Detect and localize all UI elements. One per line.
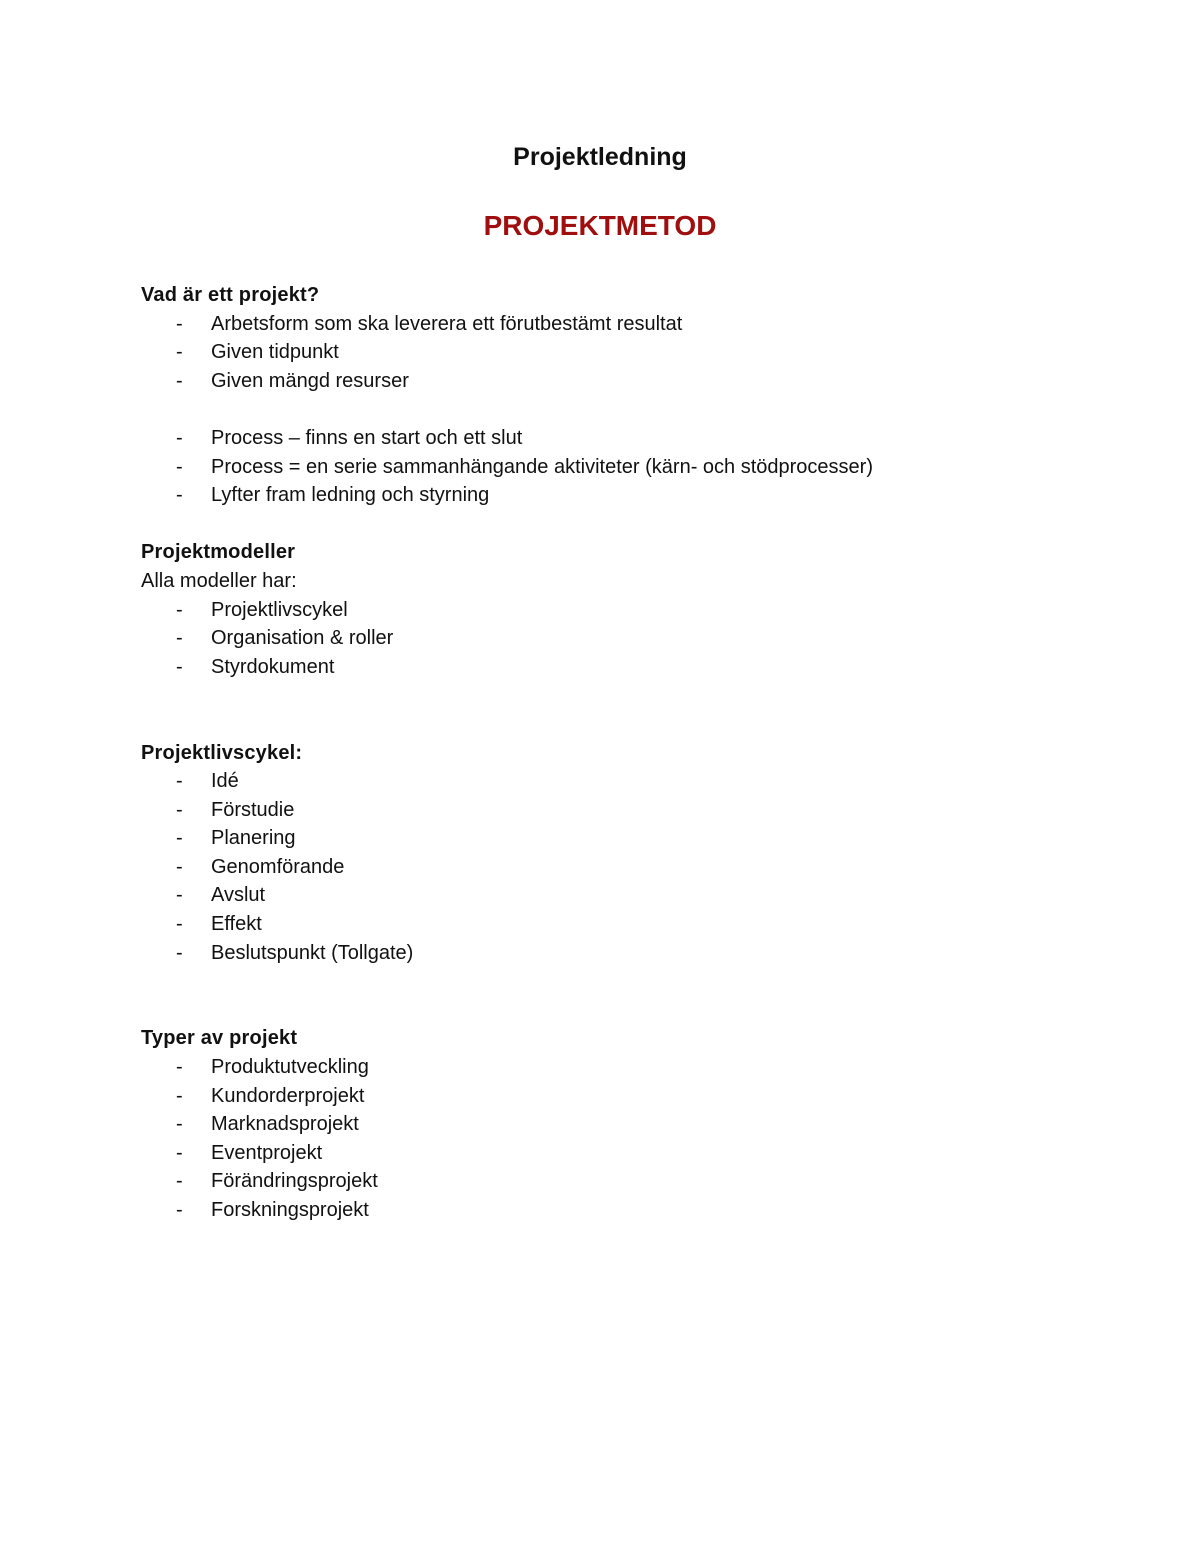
list-item: - Effekt [141,910,1101,939]
list-item: - Kundorderprojekt [141,1082,1101,1111]
bullet-list [141,310,1101,396]
list-item: - Produktutveckling [141,1053,1101,1082]
section-typer-av-projekt [141,1024,1101,1224]
list-item: - Förstudie [141,796,1101,825]
section-heading: Projektmodeller [141,541,296,564]
section-projektlivscykel [141,739,1101,968]
bullet-list [141,424,1101,510]
section-vad-ar-ett-projekt [141,281,1101,510]
bullet-list [141,1053,1101,1225]
list-item: - Process = en serie sammanhängande aktiviteter (kärn- och stödprocesser) [141,453,1101,482]
list-item: - Projektlivscykel [141,596,1101,625]
spacer [141,395,1101,424]
document-body [141,281,1101,1225]
list-item: - Organisation & roller [141,624,1101,653]
list-item: - Given tidpunkt [141,338,1101,367]
spacer [141,967,1101,1024]
section-projektmodeller [141,538,1101,681]
document-title: Projektledning [513,143,687,171]
list-item: - Avslut [141,881,1101,910]
list-item: - Marknadsprojekt [141,1110,1101,1139]
list-item: - Eventprojekt [141,1139,1101,1168]
list-item: - Lyfter fram ledning och styrning [141,481,1101,510]
list-item: - Beslutspunkt (Tollgate) [141,939,1101,968]
list-item: - Given mängd resurser [141,367,1101,396]
list-item: - Genomförande [141,853,1101,882]
spacer [141,681,1101,738]
section-heading: Typer av projekt [141,1027,298,1050]
section-heading: Vad är ett projekt? [141,284,320,306]
list-item: - Process – finns en start och ett slut [141,424,1101,453]
section-heading: Projektlivscykel: [141,741,303,764]
section-intro: Alla modeller har: [141,569,297,592]
bullet-list [141,596,1101,682]
document-subtitle: PROJEKTMETOD [483,210,717,241]
list-item: - Planering [141,824,1101,853]
list-item: - Forskningsprojekt [141,1196,1101,1225]
bullet-list [141,767,1101,967]
spacer [141,510,1101,539]
list-item: - Förändringsprojekt [141,1167,1101,1196]
list-item: - Styrdokument [141,653,1101,682]
list-item: - Arbetsform som ska leverera ett förutbestämt resultat [141,310,1101,339]
list-item: - Idé [141,767,1101,796]
